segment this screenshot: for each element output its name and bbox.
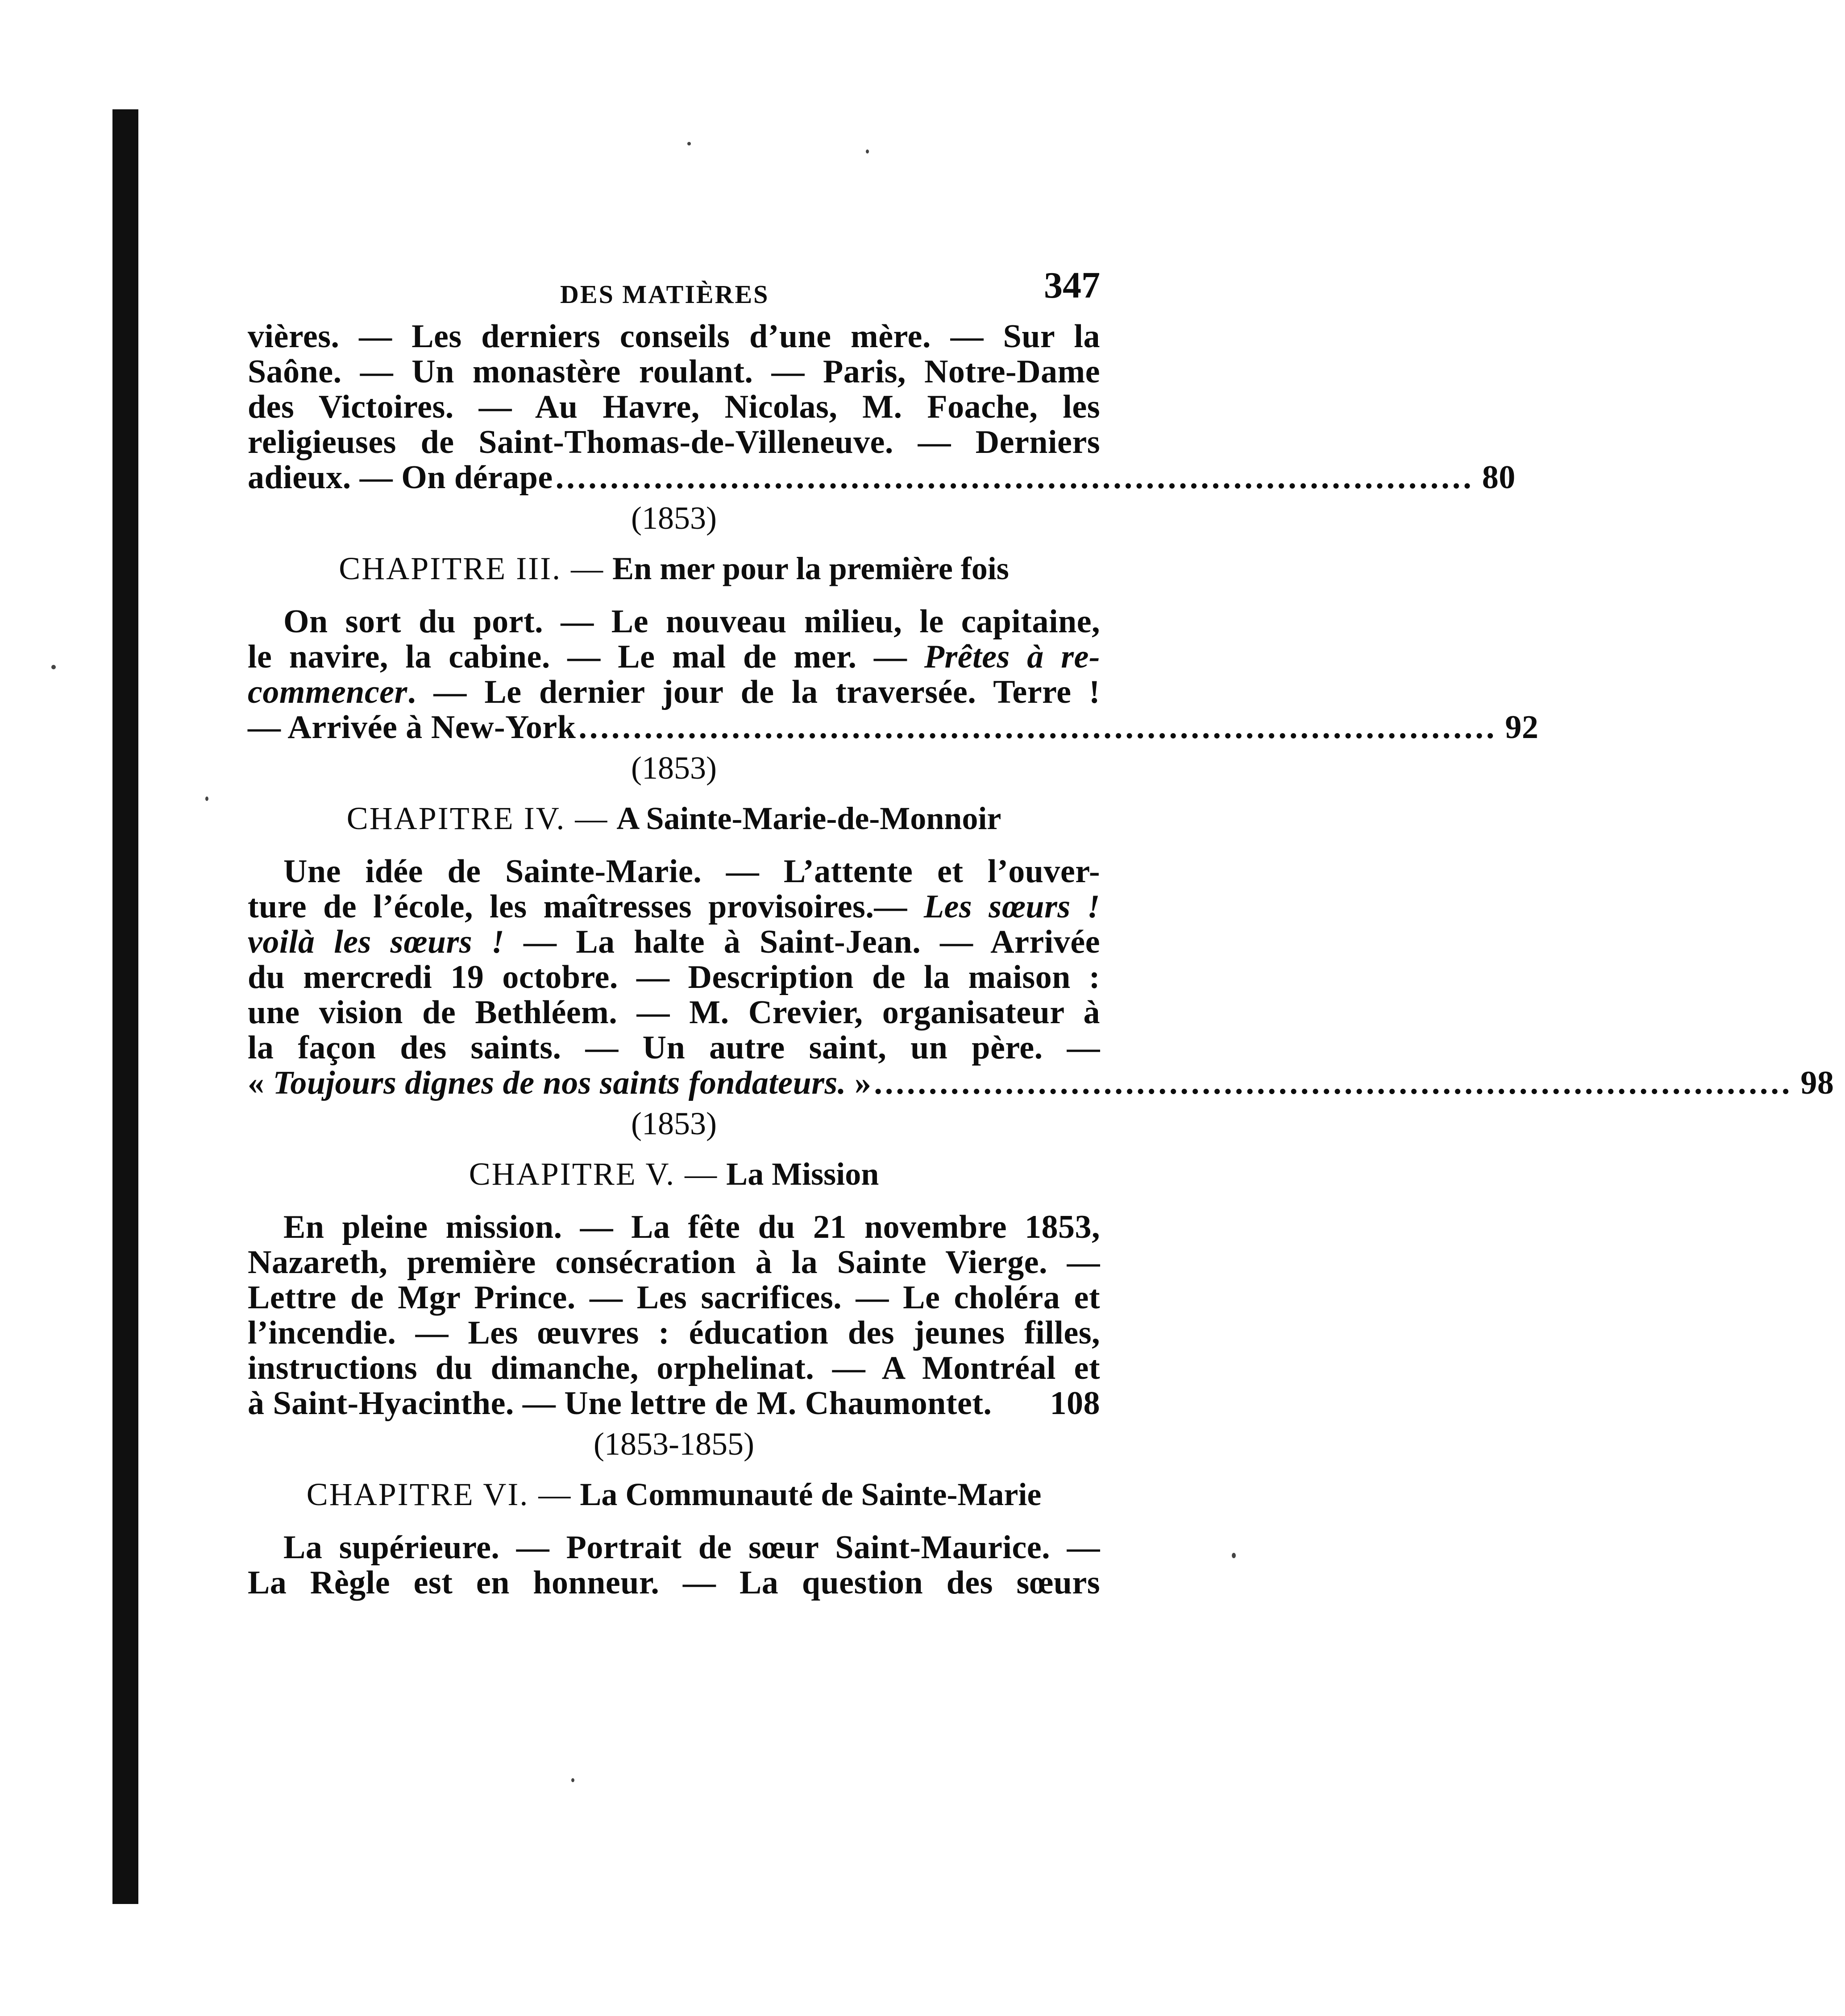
chapter-title: La Communauté de Sainte-Marie: [580, 1477, 1042, 1512]
running-head: [248, 265, 1100, 319]
entry-line: Une idée de Sainte-Marie. — L’attente et l’ouver-: [283, 853, 1100, 890]
entry-page-ref: 80: [1482, 459, 1516, 496]
entry-line: Saône. — Un monastère roulant. — Paris, Notre-Dame: [248, 353, 1100, 390]
continuation-entry: [248, 318, 1516, 536]
scan-speck: [1232, 1553, 1236, 1558]
chapter-date: (1853): [631, 500, 717, 536]
entry-line: religieuses de Saint-Thomas-de-Villeneuve. — Derniers: [248, 424, 1100, 460]
entry-line-text: — Arrivée à New-York: [248, 709, 576, 746]
entry-line: voilà les sœurs ! — La halte à Saint-Jean. — Arrivée: [248, 924, 1101, 960]
entry-last-line: [248, 1065, 1834, 1101]
table-of-contents-page: [248, 265, 1834, 1601]
chapter-date: (1853): [631, 750, 717, 786]
chapter-heading: [248, 801, 1100, 836]
entry-page-ref: 108: [1050, 1385, 1100, 1422]
entry-line-text: à Saint-Hyacinthe. — Une lettre de M. Chaumontet.: [248, 1385, 992, 1422]
entry-page-ref: 98: [1800, 1065, 1834, 1101]
chapter-number: CHAPITRE IV. —: [346, 801, 609, 836]
entry-line: La Règle est en honneur. — La question des sœurs: [248, 1564, 1100, 1601]
entry-line: Lettre de Mgr Prince. — Les sacrifices. — Le choléra et: [248, 1279, 1100, 1316]
chapter-entry: [248, 1477, 1100, 1601]
entry-line-text: adieux. — On dérape: [248, 459, 553, 496]
chapter-number: CHAPITRE III. —: [339, 551, 605, 586]
entry-line: ture de l’école, les maîtresses provisoires.— Les sœurs !: [248, 888, 1100, 925]
chapter-entry: [248, 551, 1539, 786]
entry-line: l’incendie. — Les œuvres : éducation des jeunes filles,: [248, 1315, 1100, 1351]
running-title: DES MATIÈRES: [560, 280, 769, 309]
entry-line: du mercredi 19 octobre. — Description de la maison :: [248, 959, 1100, 996]
entry-line: des Victoires. — Au Havre, Nicolas, M. Foache, les: [248, 389, 1100, 425]
scan-speck: [687, 142, 691, 145]
entry-line: la façon des saints. — Un autre saint, un père. —: [248, 1029, 1100, 1066]
dot-leader: ....................................................................................: [874, 1065, 1793, 1101]
entry-last-line: [248, 1386, 1100, 1421]
entry-last-line: [248, 709, 1539, 746]
entry-line-text: « Toujours dignes de nos saints fondateurs. »: [248, 1065, 872, 1101]
entry-line: En pleine mission. — La fête du 21 novembre 1853,: [283, 1209, 1100, 1245]
entry-line: commencer. — Le dernier jour de la traversée. Terre !: [248, 674, 1100, 710]
scan-speck: [51, 665, 56, 669]
chapter-heading: [248, 1477, 1100, 1512]
chapter-entry: [248, 1157, 1100, 1462]
entry-line: une vision de Bethléem. — M. Crevier, organisateur à: [248, 994, 1100, 1031]
entry-last-line: [248, 459, 1516, 496]
scan-speck: [866, 149, 869, 153]
scan-speck: [205, 796, 208, 801]
entry-line: instructions du dimanche, orphelinat. — A Montréal et: [248, 1350, 1100, 1386]
entry-page-ref: 92: [1505, 709, 1539, 746]
book-binding-edge: [112, 109, 138, 1904]
entry-line: vières. — Les derniers conseils d’une mère. — Sur la: [248, 318, 1100, 355]
chapter-title: A Sainte-Marie-de-Monnoir: [616, 801, 1001, 836]
chapter-heading: [248, 551, 1100, 586]
dot-leader: ....................................................................................: [555, 459, 1474, 496]
chapter-date: (1853): [631, 1106, 717, 1141]
chapter-title: La Mission: [726, 1156, 879, 1192]
chapter-number: CHAPITRE V. —: [469, 1156, 719, 1192]
entry-line: On sort du port. — Le nouveau milieu, le capitaine,: [283, 603, 1100, 640]
chapter-number: CHAPITRE VI. —: [306, 1477, 572, 1512]
scan-speck: [571, 1778, 574, 1782]
entry-line: Nazareth, première consécration à la Sainte Vierge. —: [248, 1244, 1100, 1281]
chapter-date: (1853-1855): [594, 1426, 754, 1462]
chapter-title: En mer pour la première fois: [612, 551, 1009, 586]
chapter-entry: [248, 801, 1834, 1141]
chapter-heading: [248, 1157, 1100, 1192]
page-number: 347: [1044, 265, 1100, 306]
entry-line: le navire, la cabine. — Le mal de mer. — Prêtes à re-: [248, 639, 1100, 675]
dot-leader: ....................................................................................: [578, 709, 1497, 746]
entry-line: La supérieure. — Portrait de sœur Saint-Maurice. —: [283, 1529, 1100, 1566]
